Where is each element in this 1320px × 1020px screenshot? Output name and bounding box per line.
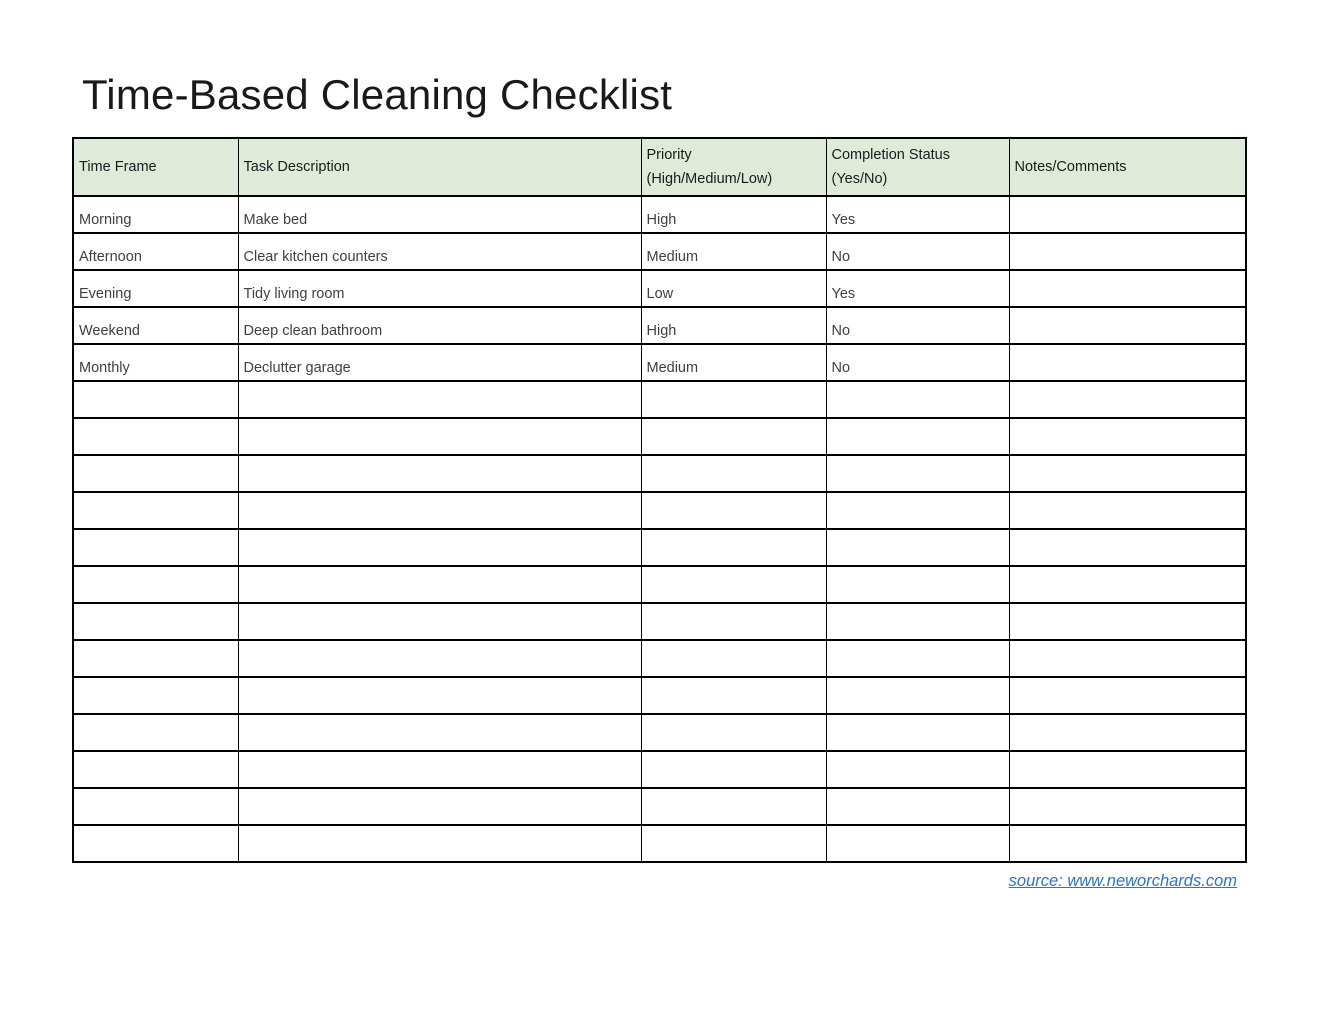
cell-notes[interactable] [1009, 196, 1246, 233]
table-header [73, 138, 1246, 196]
column-header-completion-status [826, 138, 1009, 196]
empty-cell-task[interactable] [238, 640, 641, 677]
cell-time-frame[interactable]: Morning [73, 196, 238, 233]
empty-row [73, 825, 1246, 862]
empty-row [73, 455, 1246, 492]
empty-cell-task[interactable] [238, 492, 641, 529]
table-row [73, 196, 1246, 233]
empty-cell-time-frame[interactable] [73, 714, 238, 751]
cell-completed[interactable]: Yes [826, 196, 1009, 233]
column-header-time-frame [73, 138, 238, 196]
cell-priority[interactable]: High [641, 307, 826, 344]
cell-completed[interactable]: No [826, 233, 1009, 270]
empty-cell-task[interactable] [238, 714, 641, 751]
empty-row [73, 603, 1246, 640]
source-row [72, 863, 1245, 891]
column-header-label: Notes/Comments [1014, 159, 1127, 175]
empty-cell-completed[interactable] [826, 566, 1009, 603]
empty-cell-notes[interactable] [1009, 677, 1246, 714]
column-header-label: Time Frame [79, 159, 157, 175]
empty-cell-time-frame[interactable] [73, 825, 238, 862]
table-body [73, 196, 1246, 862]
empty-cell-time-frame[interactable] [73, 418, 238, 455]
cell-time-frame[interactable]: Weekend [73, 307, 238, 344]
empty-cell-task[interactable] [238, 418, 641, 455]
empty-cell-completed[interactable] [826, 825, 1009, 862]
cell-completed[interactable]: Yes [826, 270, 1009, 307]
cell-notes[interactable] [1009, 307, 1246, 344]
table-row [73, 307, 1246, 344]
empty-cell-priority[interactable] [641, 677, 826, 714]
column-header-priority [641, 138, 826, 196]
cell-completed[interactable]: No [826, 307, 1009, 344]
empty-cell-completed[interactable] [826, 677, 1009, 714]
empty-cell-completed[interactable] [826, 381, 1009, 418]
empty-cell-time-frame[interactable] [73, 788, 238, 825]
empty-cell-completed[interactable] [826, 640, 1009, 677]
empty-cell-notes[interactable] [1009, 640, 1246, 677]
empty-cell-priority[interactable] [641, 788, 826, 825]
empty-cell-notes[interactable] [1009, 529, 1246, 566]
column-header-label: Completion Status [831, 147, 950, 163]
empty-cell-priority[interactable] [641, 492, 826, 529]
column-header-notes-comments [1009, 138, 1246, 196]
empty-cell-time-frame[interactable] [73, 677, 238, 714]
empty-row [73, 492, 1246, 529]
empty-row [73, 714, 1246, 751]
empty-cell-completed[interactable] [826, 455, 1009, 492]
empty-cell-priority[interactable] [641, 603, 826, 640]
table-row [73, 233, 1246, 270]
empty-cell-time-frame[interactable] [73, 603, 238, 640]
cell-notes[interactable] [1009, 270, 1246, 307]
empty-cell-priority[interactable] [641, 825, 826, 862]
empty-cell-task[interactable] [238, 677, 641, 714]
empty-cell-completed[interactable] [826, 418, 1009, 455]
empty-cell-task[interactable] [238, 566, 641, 603]
page-title: Time-Based Cleaning Checklist [82, 71, 673, 118]
column-header-sublabel: (Yes/No) [831, 171, 888, 187]
column-header-task-description [238, 138, 641, 196]
empty-cell-notes[interactable] [1009, 492, 1246, 529]
empty-cell-time-frame[interactable] [73, 566, 238, 603]
cleaning-checklist-table [72, 137, 1247, 863]
empty-cell-completed[interactable] [826, 751, 1009, 788]
cell-task[interactable]: Declutter garage [238, 344, 641, 381]
empty-cell-completed[interactable] [826, 492, 1009, 529]
empty-cell-notes[interactable] [1009, 788, 1246, 825]
empty-cell-completed[interactable] [826, 529, 1009, 566]
source-link[interactable]: source: www.neworchards.com [1008, 872, 1237, 890]
column-header-label: Task Description [243, 159, 350, 175]
empty-row [73, 566, 1246, 603]
empty-cell-notes[interactable] [1009, 714, 1246, 751]
empty-cell-task[interactable] [238, 788, 641, 825]
cell-time-frame[interactable]: Monthly [73, 344, 238, 381]
empty-row [73, 381, 1246, 418]
empty-row [73, 640, 1246, 677]
cell-notes[interactable] [1009, 233, 1246, 270]
empty-cell-task[interactable] [238, 381, 641, 418]
empty-row [73, 751, 1246, 788]
empty-cell-time-frame[interactable] [73, 751, 238, 788]
empty-cell-completed[interactable] [826, 788, 1009, 825]
empty-cell-priority[interactable] [641, 751, 826, 788]
empty-cell-task[interactable] [238, 825, 641, 862]
header-row [73, 138, 1246, 196]
empty-cell-task[interactable] [238, 455, 641, 492]
empty-cell-notes[interactable] [1009, 751, 1246, 788]
cell-task[interactable]: Clear kitchen counters [238, 233, 641, 270]
cell-task[interactable]: Deep clean bathroom [238, 307, 641, 344]
cell-time-frame[interactable]: Evening [73, 270, 238, 307]
empty-row [73, 788, 1246, 825]
empty-cell-priority[interactable] [641, 418, 826, 455]
empty-cell-notes[interactable] [1009, 418, 1246, 455]
empty-cell-time-frame[interactable] [73, 640, 238, 677]
cell-priority[interactable]: Low [641, 270, 826, 307]
empty-cell-task[interactable] [238, 603, 641, 640]
column-header-sublabel: (High/Medium/Low) [646, 171, 773, 187]
table-row [73, 270, 1246, 307]
empty-cell-priority[interactable] [641, 455, 826, 492]
empty-cell-notes[interactable] [1009, 603, 1246, 640]
empty-cell-notes[interactable] [1009, 566, 1246, 603]
empty-cell-task[interactable] [238, 529, 641, 566]
cell-priority[interactable]: Medium [641, 233, 826, 270]
empty-cell-task[interactable] [238, 751, 641, 788]
empty-cell-notes[interactable] [1009, 455, 1246, 492]
cell-task[interactable]: Tidy living room [238, 270, 641, 307]
column-header-label: Priority [646, 147, 692, 163]
empty-cell-priority[interactable] [641, 640, 826, 677]
empty-cell-time-frame[interactable] [73, 455, 238, 492]
cell-completed[interactable]: No [826, 344, 1009, 381]
empty-cell-completed[interactable] [826, 603, 1009, 640]
empty-cell-completed[interactable] [826, 714, 1009, 751]
empty-cell-notes[interactable] [1009, 381, 1246, 418]
table-row [73, 344, 1246, 381]
cell-task[interactable]: Make bed [238, 196, 641, 233]
empty-cell-time-frame[interactable] [73, 492, 238, 529]
empty-cell-time-frame[interactable] [73, 381, 238, 418]
empty-cell-priority[interactable] [641, 566, 826, 603]
empty-cell-notes[interactable] [1009, 825, 1246, 862]
empty-cell-time-frame[interactable] [73, 529, 238, 566]
cell-time-frame[interactable]: Afternoon [73, 233, 238, 270]
empty-cell-priority[interactable] [641, 529, 826, 566]
empty-row [73, 418, 1246, 455]
cell-priority[interactable]: High [641, 196, 826, 233]
empty-row [73, 677, 1246, 714]
cell-notes[interactable] [1009, 344, 1246, 381]
empty-cell-priority[interactable] [641, 714, 826, 751]
cell-priority[interactable]: Medium [641, 344, 826, 381]
empty-cell-priority[interactable] [641, 381, 826, 418]
empty-row [73, 529, 1246, 566]
